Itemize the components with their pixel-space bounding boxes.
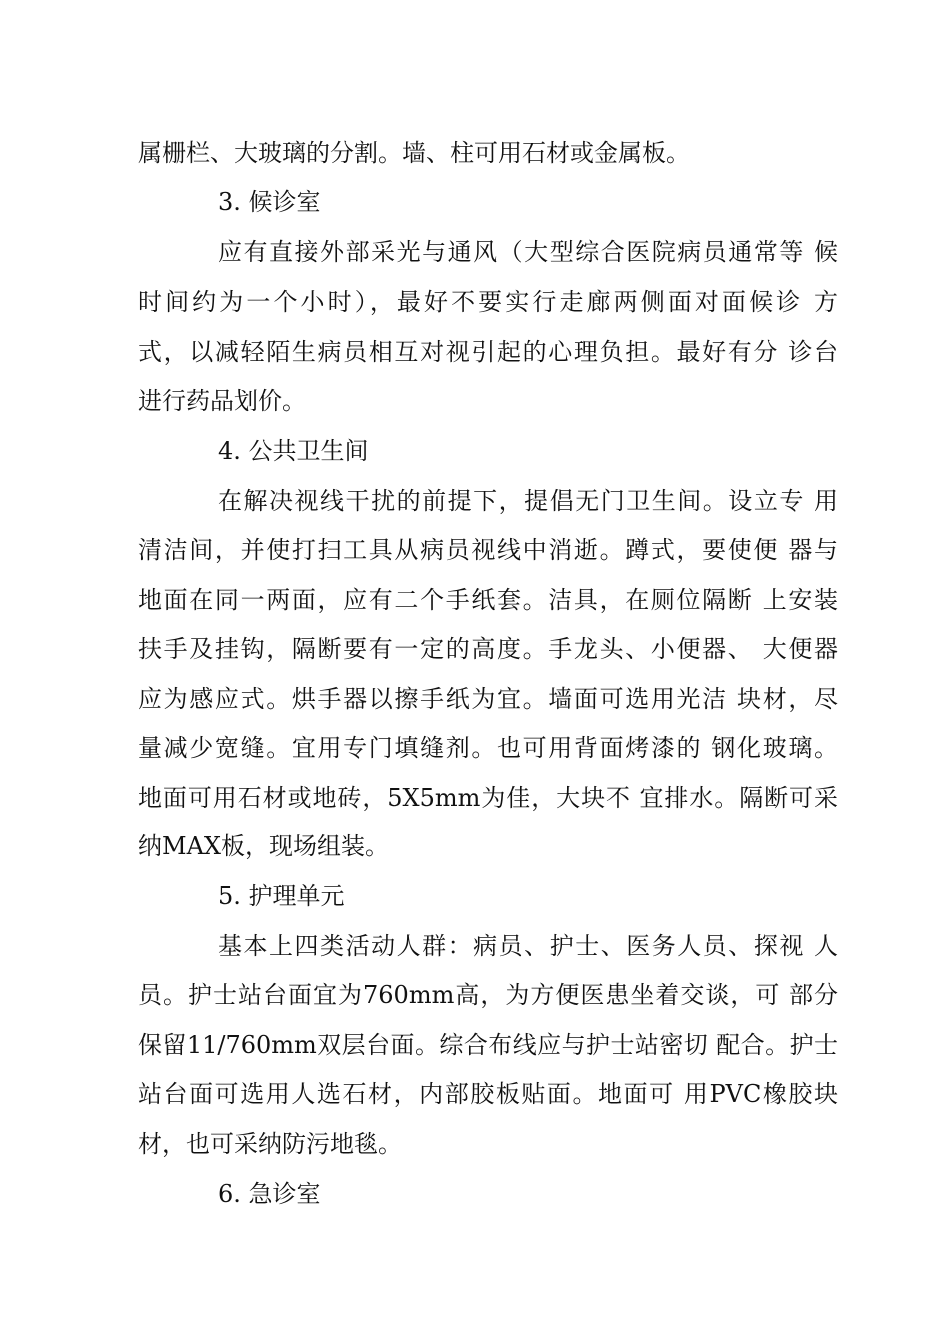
section-heading-nursing-unit: 5. 护理单元: [218, 882, 345, 910]
body-text-line: 进行药品划价。: [138, 387, 306, 415]
body-text-line: 材，也可采纳防污地毯。: [138, 1130, 402, 1158]
body-text-line: 地面在同一两面，应有二个手纸套。洁具，在厕位隔断 上安装: [138, 586, 838, 614]
body-text-line: 式，以减轻陌生病员相互对视引起的心理负担。最好有分 诊台: [138, 338, 838, 366]
body-text-line: 基本上四类活动人群：病员、护士、医务人员、探视 人: [218, 932, 838, 960]
body-text-line: 站台面可选用人选石材，内部胶板贴面。地面可 用PVC橡胶块: [138, 1080, 838, 1108]
body-text-line: 在解决视线干扰的前提下，提倡无门卫生间。设立专 用: [218, 487, 838, 515]
section-heading-emergency-room: 6. 急诊室: [218, 1180, 321, 1208]
body-text-line: 应有直接外部采光与通风（大型综合医院病员通常等 候: [218, 238, 838, 266]
section-heading-public-restroom: 4. 公共卫生间: [218, 437, 369, 465]
body-text-line: 量减少宽缝。宜用专门填缝剂。也可用背面烤漆的 钢化玻璃。: [138, 734, 838, 762]
body-text-line: 纳MAX板，现场组装。: [138, 832, 389, 860]
body-text-line: 应为感应式。烘手器以擦手纸为宜。墙面可选用光洁 块材，尽: [138, 685, 838, 713]
body-text-line: 地面可用石材或地砖，5X5mm为佳，大块不 宜排水。隔断可采: [138, 784, 838, 812]
body-text-line: 清洁间，并使打扫工具从病员视线中消逝。蹲式，要使便 器与: [138, 536, 838, 564]
body-text-line: 属栅栏、大玻璃的分割。墙、柱可用石材或金属板。: [138, 139, 690, 167]
body-text-line: 保留11/760mm双层台面。综合布线应与护士站密切 配合。护士: [138, 1031, 838, 1059]
section-heading-waiting-room: 3. 候诊室: [218, 188, 321, 216]
body-text-line: 员。护士站台面宜为760mm高，为方便医患坐着交谈，可 部分: [138, 981, 838, 1009]
body-text-line: 时间约为一个小时），最好不要实行走廊两侧面对面候诊 方: [138, 288, 838, 316]
body-text-line: 扶手及挂钩，隔断要有一定的高度。手龙头、小便器、 大便器: [138, 635, 838, 663]
